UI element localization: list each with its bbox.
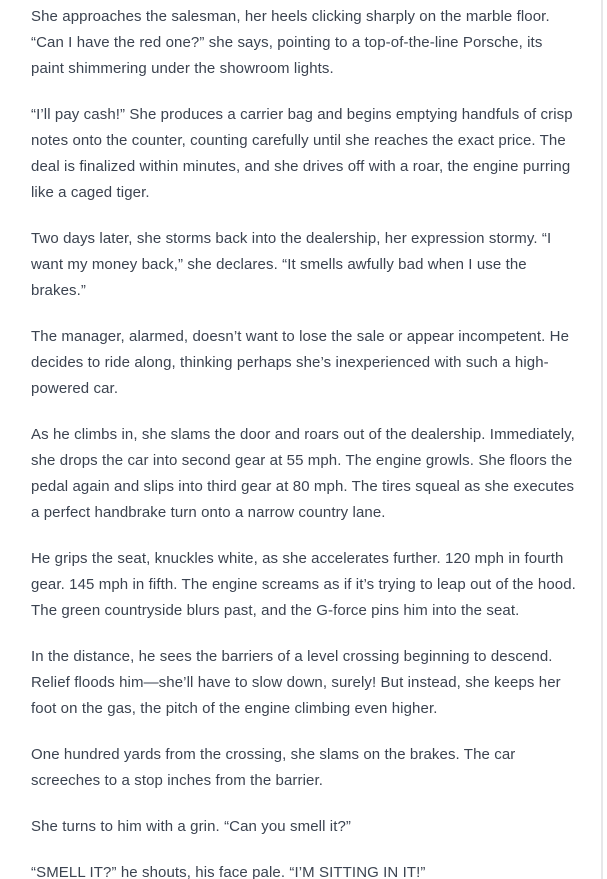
story-paragraph: She turns to him with a grin. “Can you smell it?”: [31, 818, 352, 835]
story-paragraph: She approaches the salesman, her heels clicking sharply on the marble floor. “Can I have the red one?” she says, pointing to a top-of-the-line Porsche, its paint shimmering under the showroom lights.: [31, 8, 550, 77]
story-paragraph: As he climbs in, she slams the door and roars out of the dealership. Immediately, she drops the car into second gear at 55 mph. The engine growls. She floors the pedal again and slips into third gear at 80 mph. The tires squeal as she executes a perfect handbrake turn onto a narrow country lane.: [31, 426, 575, 521]
story-paragraph: “SMELL IT?” he shouts, his face pale. “I’M SITTING IN IT!”: [31, 864, 426, 879]
story-paragraph: “I’ll pay cash!” She produces a carrier bag and begins emptying handfuls of crisp notes onto the counter, counting carefully until she reaches the exact price. The deal is finalized within minutes, and she drives off with a roar, the engine purring like a caged tiger.: [31, 106, 573, 201]
story-paragraph: The manager, alarmed, doesn’t want to lose the sale or appear incompetent. He decides to ride along, thinking perhaps she’s inexperienced with such a high-powered car.: [31, 328, 570, 397]
story-paragraph: He grips the seat, knuckles white, as she accelerates further. 120 mph in fourth gear. 145 mph in fifth. The engine screams as if it’s trying to leap out of the hood. The green countryside blurs past, and the G-force pins him into the seat.: [31, 550, 576, 619]
scrollbar-track[interactable]: [601, 0, 603, 879]
story-paragraph: Two days later, she storms back into the dealership, her expression stormy. “I want my money back,” she declares. “It smells awfully bad when I use the brakes.”: [31, 230, 552, 299]
story-paragraph: In the distance, he sees the barriers of a level crossing beginning to descend. Relief floods him—she’ll have to slow down, surely! But instead, she keeps her foot on the gas, the pitch of the engine climbing even higher.: [31, 648, 561, 717]
story-paragraph: One hundred yards from the crossing, she slams on the brakes. The car screeches to a stop inches from the barrier.: [31, 746, 516, 789]
